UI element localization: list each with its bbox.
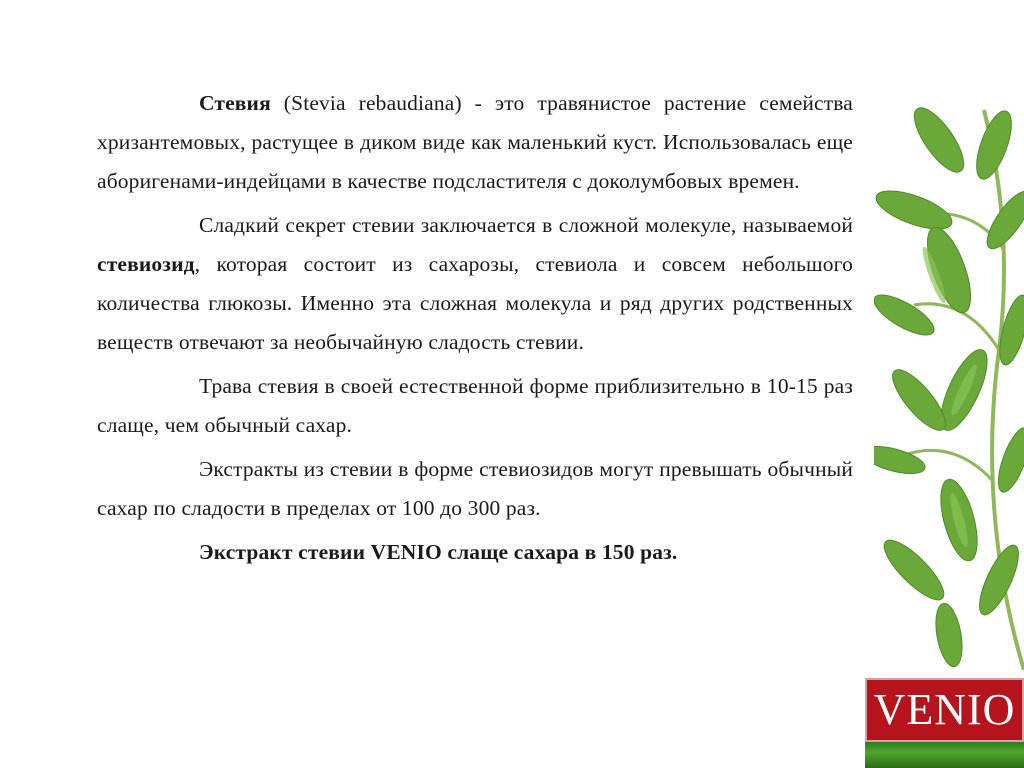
stevia-intro-text: (Stevia rebaudiana) - это травянистое растение семейства хризантемовых, растущее в диком виде как маленький куст. Использовалась еще аборигенами-индейцами в качестве подсластителя с доколумбовых времен.: [97, 91, 853, 193]
term-stevia: Стевия: [199, 91, 271, 115]
paragraph-stevia-intro: [97, 84, 853, 201]
sweet-secret-text-before: Сладкий секрет стевии заключается в сложной молекуле, называемой: [199, 213, 853, 237]
venio-logo: [865, 678, 1024, 768]
paragraph-extracts: Экстракты из стевии в форме стевиозидов могут превышать обычный сахар по сладости в пределах от 100 до 300 раз.: [97, 457, 853, 520]
logo-text: VENIO: [873, 685, 1016, 734]
logo-grass: [865, 742, 1024, 768]
term-steviozid: стевиозид: [97, 252, 195, 276]
stevia-plant-image: [874, 100, 1024, 670]
sweet-secret-text-after: , которая состоит из сахарозы, стевиола и совсем небольшого количества глюкозы. Именно эта сложная молекула и ряд других родственных веществ отвечают за необычайную сладость стевии.: [97, 252, 853, 354]
text-block: [97, 84, 853, 572]
paragraph-natural-form: Трава стевия в своей естественной форме приблизительно в 10-15 раз слаще, чем обычный сахар.: [97, 374, 853, 437]
paragraph-venio-claim: Экстракт стевии VENIO слаще сахара в 150 раз.: [199, 540, 678, 564]
paragraph-sweet-secret: [97, 206, 853, 362]
